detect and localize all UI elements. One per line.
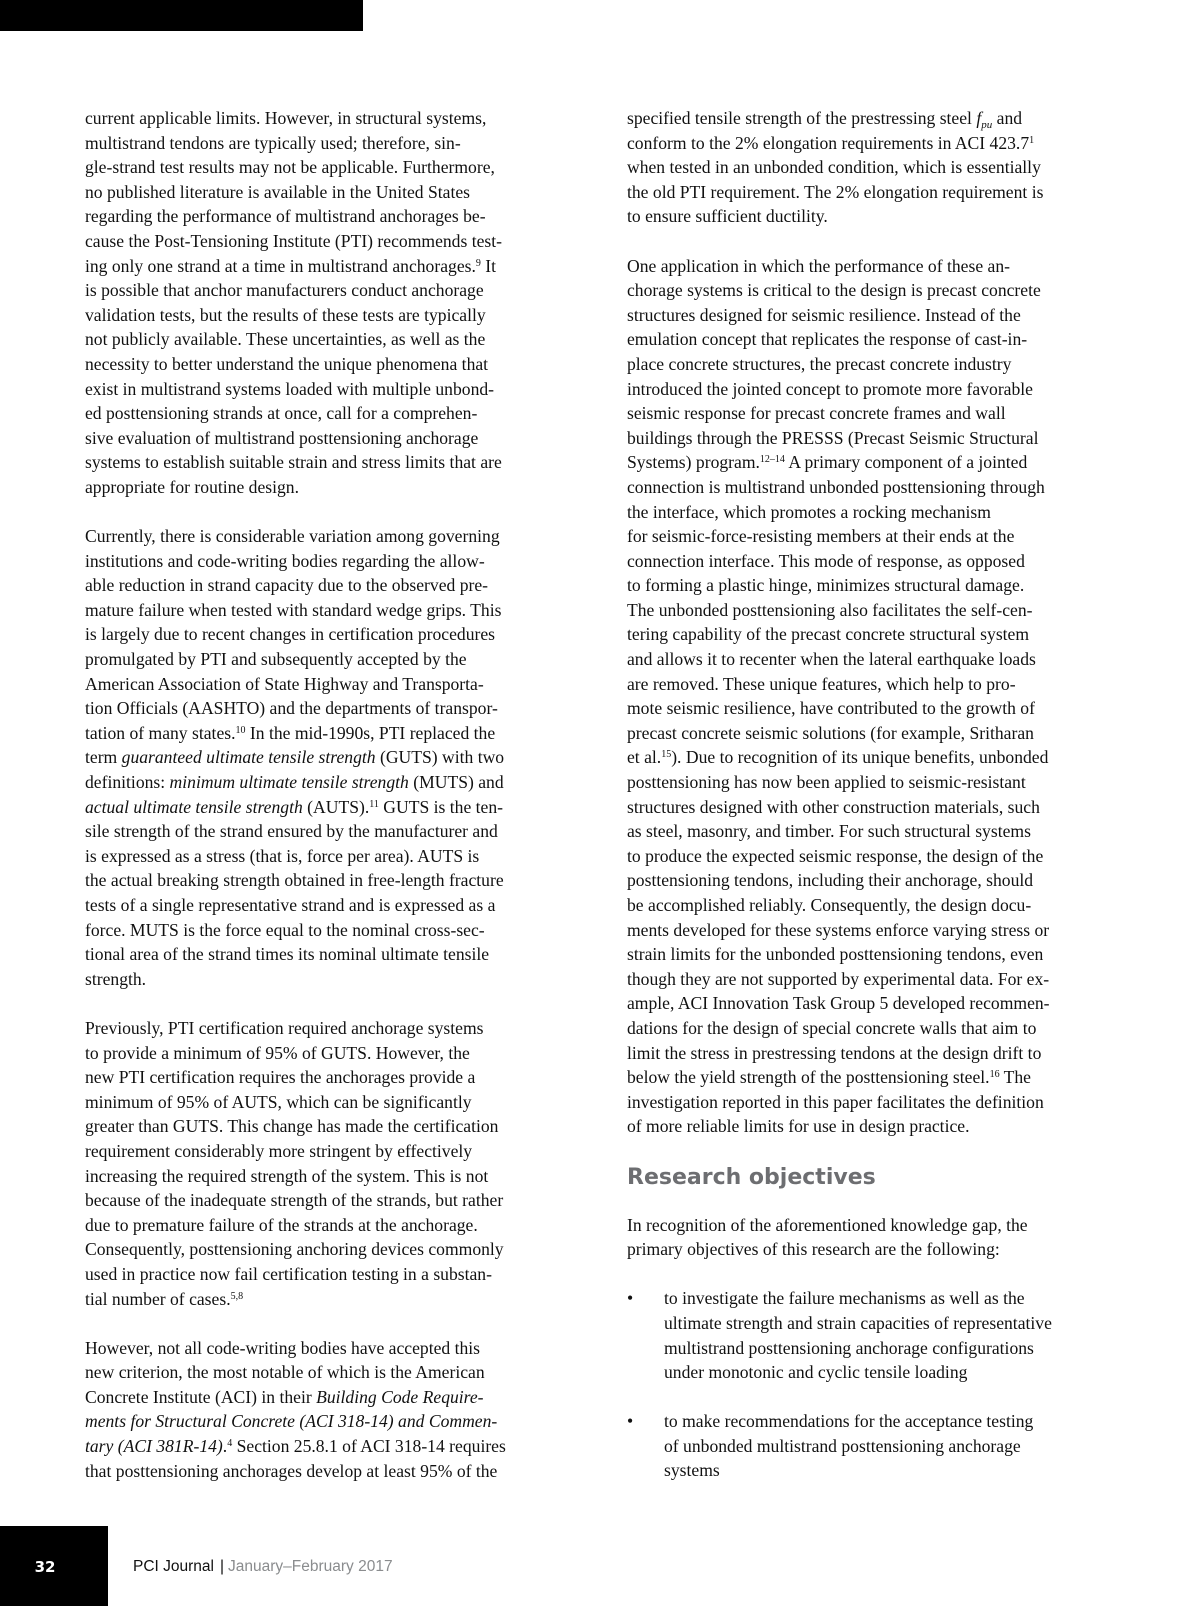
text-line: multistrand tendons are typically used; therefore, sin- — [85, 132, 461, 153]
objective-item — [627, 1286, 1119, 1384]
paragraph — [85, 524, 577, 991]
text-line: primary objectives of this research are the following: — [627, 1239, 1000, 1260]
text-line: Systems) program.$^{12-14}$ A primary component of a jointed — [627, 452, 1028, 473]
text-line: mote seismic resilience, have contributed to the growth of — [627, 698, 1035, 719]
bullet-icon: • — [627, 1411, 634, 1432]
text-line: tion Officials (AASHTO) and the departments of transpor- — [85, 698, 498, 719]
text-line: ing only one strand at a time in multistrand anchorages.$^9$ It — [85, 255, 497, 276]
text-line: ments developed for these systems enforce varying stress or — [627, 919, 1050, 940]
text-line: are removed. These unique features, which help to pro- — [627, 673, 1016, 694]
text-line: systems to establish suitable strain and stress limits that are — [85, 452, 502, 473]
text-line: that posttensioning anchorages develop at least 95% of the — [85, 1460, 498, 1481]
text-line: posttensioning has now been applied to seismic-resistant — [627, 772, 1026, 793]
text-line: posttensioning tendons, including their anchorage, should — [627, 870, 1034, 891]
text-line: gle-strand test results may not be applicable. Furthermore, — [85, 157, 495, 178]
text-line: chorage systems is critical to the design is precast concrete — [627, 280, 1041, 301]
text-line: used in practice now fail certification testing in a substan- — [85, 1263, 492, 1284]
text-line: is expressed as a stress (that is, force per area). AUTS is — [85, 845, 480, 866]
text-line: Concrete Institute (ACI) in their Building Code Require- — [85, 1386, 484, 1407]
objectives-list — [627, 1286, 1119, 1483]
text-line: cause the Post-Tensioning Institute (PTI) recommends test- — [85, 230, 503, 251]
text-line: not publicly available. These uncertainties, as well as the — [85, 329, 486, 350]
text-line: due to premature failure of the strands at the anchorage. — [85, 1214, 478, 1235]
text-line: tering capability of the precast concrete structural system — [627, 624, 1030, 645]
paragraph — [627, 106, 1119, 229]
text-line: is largely due to recent changes in certification procedures — [85, 624, 496, 645]
text-line: mature failure when tested with standard wedge grips. This — [85, 599, 502, 620]
text-line: the actual breaking strength obtained in free-length fracture — [85, 870, 504, 891]
journal-name: PCI Journal — [133, 1558, 214, 1575]
text-line: ultimate strength and strain capacities of representative — [664, 1312, 1052, 1333]
text-line: strain limits for the unbonded posttensioning tendons, even — [627, 944, 1044, 965]
text-line: investigation reported in this paper facilitates the definition — [627, 1091, 1044, 1112]
header-bar — [0, 0, 363, 31]
text-line: conform to the 2% elongation requirements in ACI 423.7$^1$ — [627, 132, 1035, 153]
text-line: Currently, there is considerable variation among governing — [85, 526, 500, 547]
bullet-icon: • — [627, 1288, 634, 1309]
text-line: promulgated by PTI and subsequently accepted by the — [85, 649, 467, 670]
right-column — [627, 106, 1119, 1508]
paragraph — [627, 254, 1119, 1139]
text-line: Previously, PTI certification required anchorage systems — [85, 1017, 484, 1038]
text-line: sive evaluation of multistrand posttensioning anchorage — [85, 427, 479, 448]
text-line: to provide a minimum of 95% of GUTS. However, the — [85, 1042, 470, 1063]
text-line: though they are not supported by experimental data. For ex- — [627, 968, 1050, 989]
objectives-intro — [627, 1213, 1119, 1262]
paragraph — [85, 1336, 577, 1484]
text-line: strength. — [85, 968, 147, 989]
objective-item — [627, 1409, 1119, 1483]
text-line: validation tests, but the results of these tests are typically — [85, 304, 486, 325]
left-column — [85, 106, 577, 1508]
text-line: buildings through the PRESSS (Precast Seismic Structural — [627, 427, 1039, 448]
paragraph — [85, 1016, 577, 1311]
text-line: tests of a single representative strand and is expressed as a — [85, 895, 496, 915]
text-line: force. MUTS is the force equal to the nominal cross-sec- — [85, 919, 485, 940]
text-line: place concrete structures, the precast concrete industry — [627, 353, 1012, 374]
text-line: when tested in an unbonded condition, which is essentially — [627, 157, 1041, 178]
text-line: specified tensile strength of the prestressing steel $f_{pu}$ and — [627, 108, 1023, 131]
text-line: ments for Structural Concrete (ACI 318-14) and Commen- — [85, 1411, 498, 1432]
text-line: and allows it to recenter when the lateral earthquake loads — [627, 649, 1036, 670]
issue-date: January–February 2017 — [228, 1558, 393, 1575]
text-line: below the yield strength of the posttensioning steel.$^{16}$ The — [627, 1067, 1031, 1088]
text-line: multistrand posttensioning anchorage configurations — [664, 1337, 1034, 1358]
text-line: limit the stress in prestressing tendons at the design drift to — [627, 1042, 1042, 1063]
text-line: of unbonded multistrand posttensioning anchorage — [664, 1435, 1021, 1456]
text-line: no published literature is available in the United States — [85, 181, 471, 202]
text-line: of more reliable limits for use in design practice. — [627, 1116, 970, 1137]
text-line: actual ultimate tensile strength (AUTS).$^{11}$ GUTS is the ten- — [85, 796, 504, 817]
text-line: new PTI certification requires the anchorages provide a — [85, 1067, 476, 1088]
text-line: greater than GUTS. This change has made the certification — [85, 1116, 499, 1137]
paragraph — [85, 106, 577, 500]
text-line: appropriate for routine design. — [85, 476, 299, 497]
text-line: One application in which the performance of these an- — [627, 255, 1010, 276]
text-line: introduced the jointed concept to promote more favorable — [627, 378, 1033, 399]
page-number: 32 — [34, 1558, 56, 1576]
running-footer — [133, 1558, 393, 1576]
text-line: exist in multistrand systems loaded with multiple unbond- — [85, 378, 495, 399]
text-line: current applicable limits. However, in structural systems, — [85, 108, 487, 128]
text-line: be accomplished reliably. Consequently, the design docu- — [627, 895, 1032, 915]
text-line: to investigate the failure mechanisms as well as the — [664, 1288, 1025, 1309]
text-line: However, not all code-writing bodies have accepted this — [85, 1337, 481, 1358]
text-line: minimum of 95% of AUTS, which can be significantly — [85, 1091, 472, 1112]
text-line: The unbonded posttensioning also facilitates the self-cen- — [627, 599, 1033, 620]
text-line: regarding the performance of multistrand anchorages be- — [85, 206, 486, 227]
text-line: seismic response for precast concrete frames and wall — [627, 403, 1006, 424]
text-line: American Association of State Highway and Transporta- — [85, 673, 484, 694]
text-line: emulation concept that replicates the response of cast-in- — [627, 329, 1028, 350]
text-line: term guaranteed ultimate tensile strength (GUTS) with two — [85, 747, 505, 768]
text-line: structures designed for seismic resilience. Instead of the — [627, 304, 1021, 325]
text-line: tary (ACI 381R-14).$^4$ Section 25.8.1 of ACI 318-14 requires — [85, 1436, 506, 1457]
text-line: et al.$^{15}$). Due to recognition of its unique benefits, unbonded — [627, 747, 1049, 768]
text-line: institutions and code-writing bodies regarding the allow- — [85, 550, 485, 571]
text-line: structures designed with other construction materials, such — [627, 796, 1040, 817]
text-line: necessity to better understand the unique phenomena that — [85, 353, 489, 374]
text-line: is possible that anchor manufacturers conduct anchorage — [85, 280, 484, 301]
text-line: dations for the design of special concrete walls that aim to — [627, 1017, 1037, 1038]
text-line: for seismic-force-resisting members at their ends at the — [627, 526, 1015, 547]
text-line: systems — [664, 1460, 720, 1481]
section-heading: Research objectives — [627, 1164, 876, 1190]
text-line: precast concrete seismic solutions (for example, Sritharan — [627, 722, 1034, 743]
text-line: sile strength of the strand ensured by the manufacturer and — [85, 821, 498, 842]
text-line: to ensure sufficient ductility. — [627, 206, 828, 227]
text-line: tional area of the strand times its nominal ultimate tensile — [85, 944, 490, 965]
text-line: definitions: minimum ultimate tensile strength (MUTS) and — [85, 772, 504, 793]
text-line: able reduction in strand capacity due to the observed pre- — [85, 575, 489, 596]
text-line: to forming a plastic hinge, minimizes structural damage. — [627, 575, 1025, 596]
text-line: connection is multistrand unbonded posttensioning through — [627, 476, 1045, 497]
text-line: because of the inadequate strength of the strands, but rather — [85, 1190, 504, 1211]
text-line: as steel, masonry, and timber. For such structural systems — [627, 821, 1031, 842]
text-line: increasing the required strength of the system. This is not — [85, 1165, 489, 1186]
text-line: Consequently, posttensioning anchoring devices commonly — [85, 1239, 504, 1260]
text-line: to make recommendations for the acceptance testing — [664, 1411, 1034, 1432]
text-line: ample, ACI Innovation Task Group 5 developed recommen- — [627, 993, 1050, 1014]
text-line: the old PTI requirement. The 2% elongation requirement is — [627, 181, 1044, 202]
text-line: In recognition of the aforementioned knowledge gap, the — [627, 1214, 1028, 1235]
text-line: new criterion, the most notable of which is the American — [85, 1362, 485, 1383]
text-line: the interface, which promotes a rocking mechanism — [627, 501, 991, 522]
text-line: under monotonic and cyclic tensile loading — [664, 1362, 968, 1383]
text-line: connection interface. This mode of response, as opposed — [627, 550, 1025, 571]
text-line: tation of many states.$^{10}$ In the mid-1990s, PTI replaced the — [85, 722, 496, 743]
footer-separator: | — [219, 1558, 225, 1575]
text-line: tial number of cases.$^{5,8}$ — [85, 1288, 244, 1309]
text-line: to produce the expected seismic response, the design of the — [627, 845, 1044, 866]
text-line: ed posttensioning strands at once, call for a comprehen- — [85, 403, 478, 424]
text-line: requirement considerably more stringent by effectively — [85, 1140, 473, 1161]
